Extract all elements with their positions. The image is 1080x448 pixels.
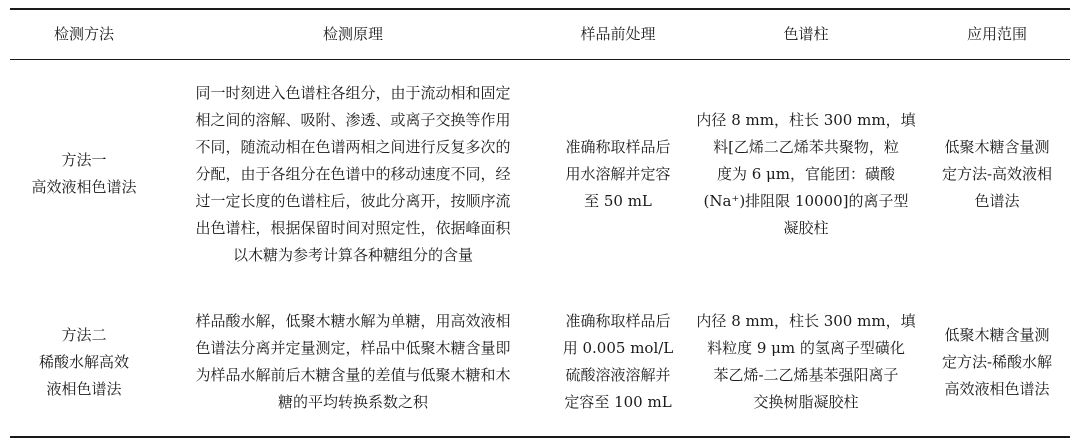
table-row	[10, 289, 1070, 435]
principle-text: 同一时刻进入色谱柱各组分，由于流动相和固定 相之间的溶解、吸附、渗透、或离子交换等作用 不同，随流动相在色谱两相之间进行反复多次的 分配，由于各组分在色谱中的移动速度不同，经 过一定长度的色谱柱后，彼此分离开，按顺序流 出色谱柱，根据保留时间对照定性，依据峰面积 以木糖为参考计算各种糖组分的含量	[195, 83, 511, 264]
cell-method	[10, 289, 158, 435]
header-pretreatment: 样品前处理	[580, 25, 656, 43]
cell-scope	[924, 289, 1070, 435]
pretreatment-text: 准确称取样品后 用水溶解并定容 至 50 mL	[565, 137, 671, 210]
cell-pretreatment	[548, 289, 688, 435]
scope-text: 低聚木糖含量测 定方法-高效液相 色谱法	[941, 137, 1053, 210]
pretreatment-text: 准确称取样品后 用 0.005 mol/L 硫酸溶液溶解并 定容至 100 mL	[562, 312, 674, 411]
bottom-rule	[10, 436, 1070, 438]
table-row	[10, 59, 1070, 289]
cell-principle	[158, 59, 548, 289]
method-text: 方法二 稀酸水解高效 液相色谱法	[38, 325, 129, 398]
cell-column	[688, 59, 924, 289]
cell-column	[688, 289, 924, 435]
cell-principle	[158, 289, 548, 435]
scope-text: 低聚木糖含量测 定方法-稀酸水解 高效液相色谱法	[941, 325, 1053, 398]
header-scope: 应用范围	[966, 25, 1027, 43]
principle-text: 样品酸水解，低聚木糖水解为单糖，用高效液相 色谱法分离并定量测定，样品中低聚木糖含量即 为样品水解前后木糖含量的差值与低聚木糖和木 糖的平均转换系数之积	[195, 312, 511, 411]
column-text: 内径 8 mm，柱长 300 mm，填 料粒度 9 μm 的氢离子型磺化 苯乙烯-二乙烯基苯强阳离子 交换树脂凝胶柱	[696, 312, 916, 411]
header-method: 检测方法	[53, 25, 114, 43]
cell-scope	[924, 59, 1070, 289]
method-text: 方法一 高效液相色谱法	[31, 151, 137, 196]
header-row	[10, 10, 1070, 59]
cell-pretreatment	[548, 59, 688, 289]
cell-method	[10, 59, 158, 289]
header-principle: 检测原理	[322, 25, 383, 43]
methods-table	[10, 10, 1070, 435]
column-text: 内径 8 mm，柱长 300 mm，填 料[乙烯二乙烯苯共聚物，粒 度为 6 μm，官能团：磺酸 (Na⁺)排阻限 10000]的离子型 凝胶柱	[696, 110, 916, 237]
header-column: 色谱柱	[783, 25, 829, 43]
